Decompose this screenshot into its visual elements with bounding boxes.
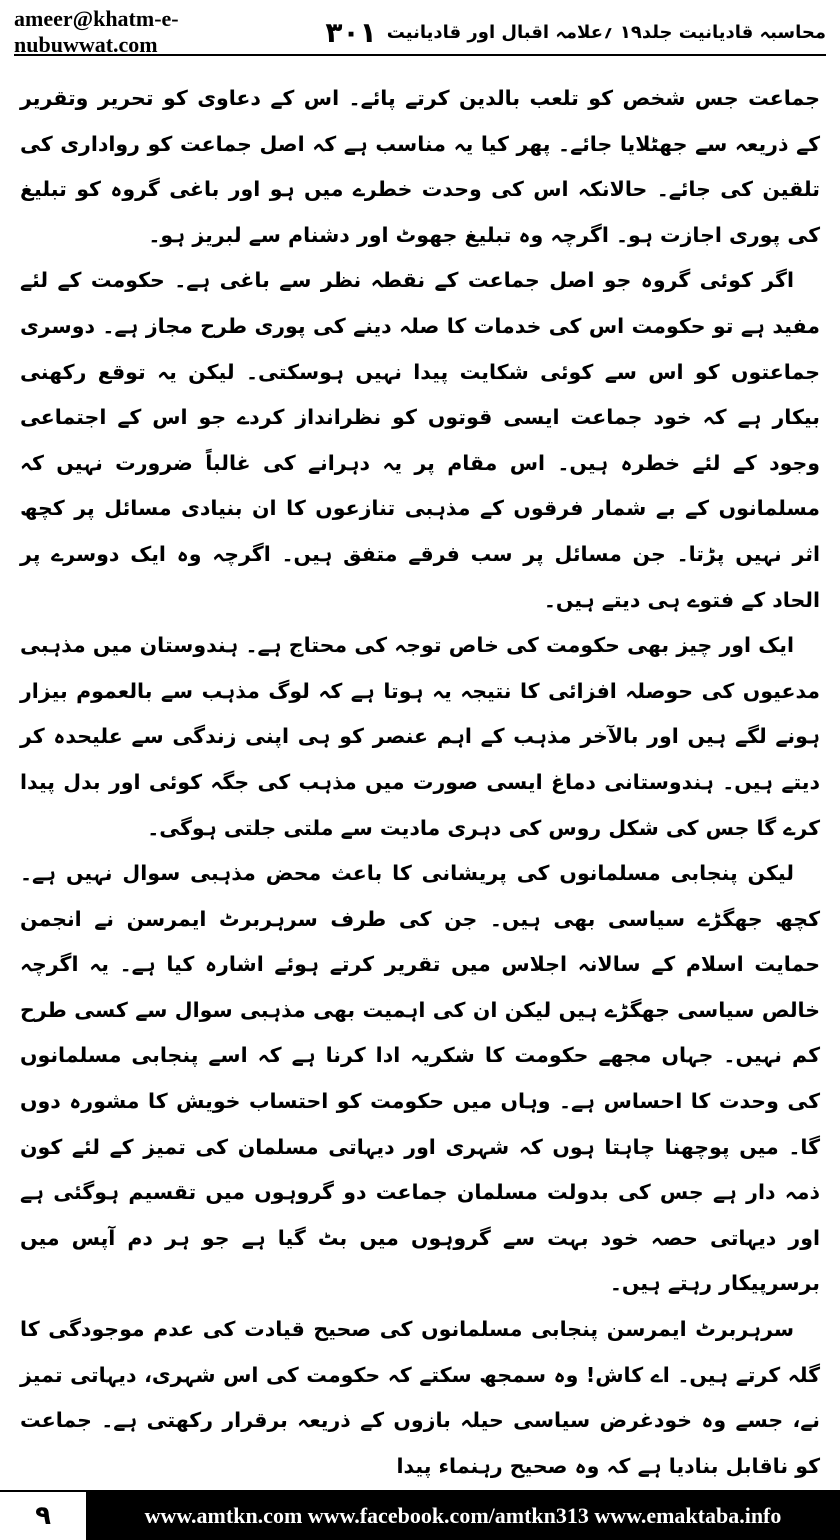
header-title-group bbox=[315, 16, 826, 49]
footer-page-number: ۹ bbox=[35, 1501, 51, 1531]
header-email: ameer@khatm-e-nubuwwat.com bbox=[14, 6, 179, 57]
footer-links: www.amtkn.com www.facebook.com/amtkn313 www.emaktaba.info bbox=[86, 1492, 840, 1540]
paragraph-1: جماعت جس شخص کو تلعب بالدین کرتے پائے۔ اس کے دعاوی کو تحریر وتقریر کے ذریعہ سے جھٹلایا جائے۔ پھر کیا یہ مناسب ہے کہ اصل جماعت کو رواداری کی تلقین کی جائے۔ حالانکہ اس کی وحدت خطرے میں ہو اور باغی گروہ کو تبلیغ کی پوری اجازت ہو۔ اگرچہ وہ تبلیغ جھوٹ اور دشنام سے لبریز ہو۔ bbox=[20, 86, 820, 247]
paragraph-3: ایک اور چیز بھی حکومت کی خاص توجہ کی محتاج ہے۔ ہندوستان میں مذہبی مدعیوں کی حوصلہ افزائی کا نتیجہ یہ ہوتا ہے کہ لوگ مذہب سے بالعموم بیزار ہونے لگے ہیں اور بالآخر مذہب کے اہم عنصر کو ہی اپنی زندگی سے علیحدہ کر دیتے ہیں۔ ہندوستانی دماغ ایسی صورت میں مذہب کی جگہ کوئی اور بدل پیدا کرے گا جس کی شکل روس کی دہری مادیت سے ملتی جلتی ہوگی۔ bbox=[20, 633, 820, 840]
paragraph-5: سرہربرٹ ایمرسن پنجابی مسلمانوں کی صحیح قیادت کی عدم موجودگی کا گلہ کرتے ہیں۔ اے کاش! وہ سمجھ سکتے کہ حکومت کی اس شہری، دیہاتی تمیز نے، جسے وہ خودغرض سیاسی حیلہ بازوں کے ذریعہ برقرار رکھتی ہے۔ جماعت کو ناقابل بنادیا ہے کہ وہ صحیح رہنماء پیدا bbox=[20, 1317, 820, 1478]
header-page-number: ۳۰۱ bbox=[325, 15, 377, 49]
paragraph-4: لیکن پنجابی مسلمانوں کی پریشانی کا باعث محض مذہبی سوال نہیں ہے۔ کچھ جھگڑے سیاسی بھی ہیں۔ جن کی طرف سرہربرٹ ایمرسن نے انجمن حمایت اسلام کے سالانہ اجلاس میں تقریر کرتے ہوئے اشارہ کیا ہے۔ یہ اگرچہ خالص سیاسی جھگڑے ہیں لیکن ان کی اہمیت بھی مذہبی سوال سے کسی طرح کم نہیں۔ جہاں مجھے حکومت کا شکریہ ادا کرنا ہے کہ اسے پنجابی مسلمانوں کی وحدت کا احساس ہے۔ وہاں میں حکومت کو احتساب خویش کا مشورہ دوں گا۔ میں پوچھنا چاہتا ہوں کہ شہری اور دیہاتی مسلمان کی تمیز کے لئے کون ذمہ دار ہے جس کی بدولت مسلمان جماعت دو گروہوں میں تقسیم ہوگئی ہے اور دیہاتی حصہ خود بہت سے گروہوں میں بٹ گیا ہے جو ہر دم آپس میں برسرپیکار رہتے ہیں۔ bbox=[20, 861, 820, 1296]
body-text bbox=[20, 76, 820, 1480]
page-header bbox=[14, 6, 826, 57]
book-title: محاسبہ قادیانیت جلد۱۹ ؍علامہ اقبال اور قادیانیت bbox=[386, 21, 826, 43]
page-footer bbox=[0, 1490, 840, 1540]
paragraph-2: اگر کوئی گروہ جو اصل جماعت کے نقطہ نظر سے باغی ہے۔ حکومت کے لئے مفید ہے تو حکومت اس کی خدمات کا صلہ دینے کی پوری طرح مجاز ہے۔ دوسری جماعتوں کو اس سے کوئی شکایت پیدا نہیں ہوسکتی۔ لیکن یہ توقع رکھنی بیکار ہے کہ خود جماعت ایسی قوتوں کو نظرانداز کردے جو اس کے اجتماعی وجود کے لئے خطرہ ہیں۔ اس مقام پر یہ دہرانے کی غالباً ضرورت نہیں کہ مسلمانوں کے بے شمار فرقوں کے مذہبی تنازعوں کا ان بنیادی مسائل پر کچھ اثر نہیں پڑتا۔ جن مسائل پر سب فرقے متفق ہیں۔ اگرچہ وہ ایک دوسرے پر الحاد کے فتوے ہی دیتے ہیں۔ bbox=[20, 268, 820, 612]
